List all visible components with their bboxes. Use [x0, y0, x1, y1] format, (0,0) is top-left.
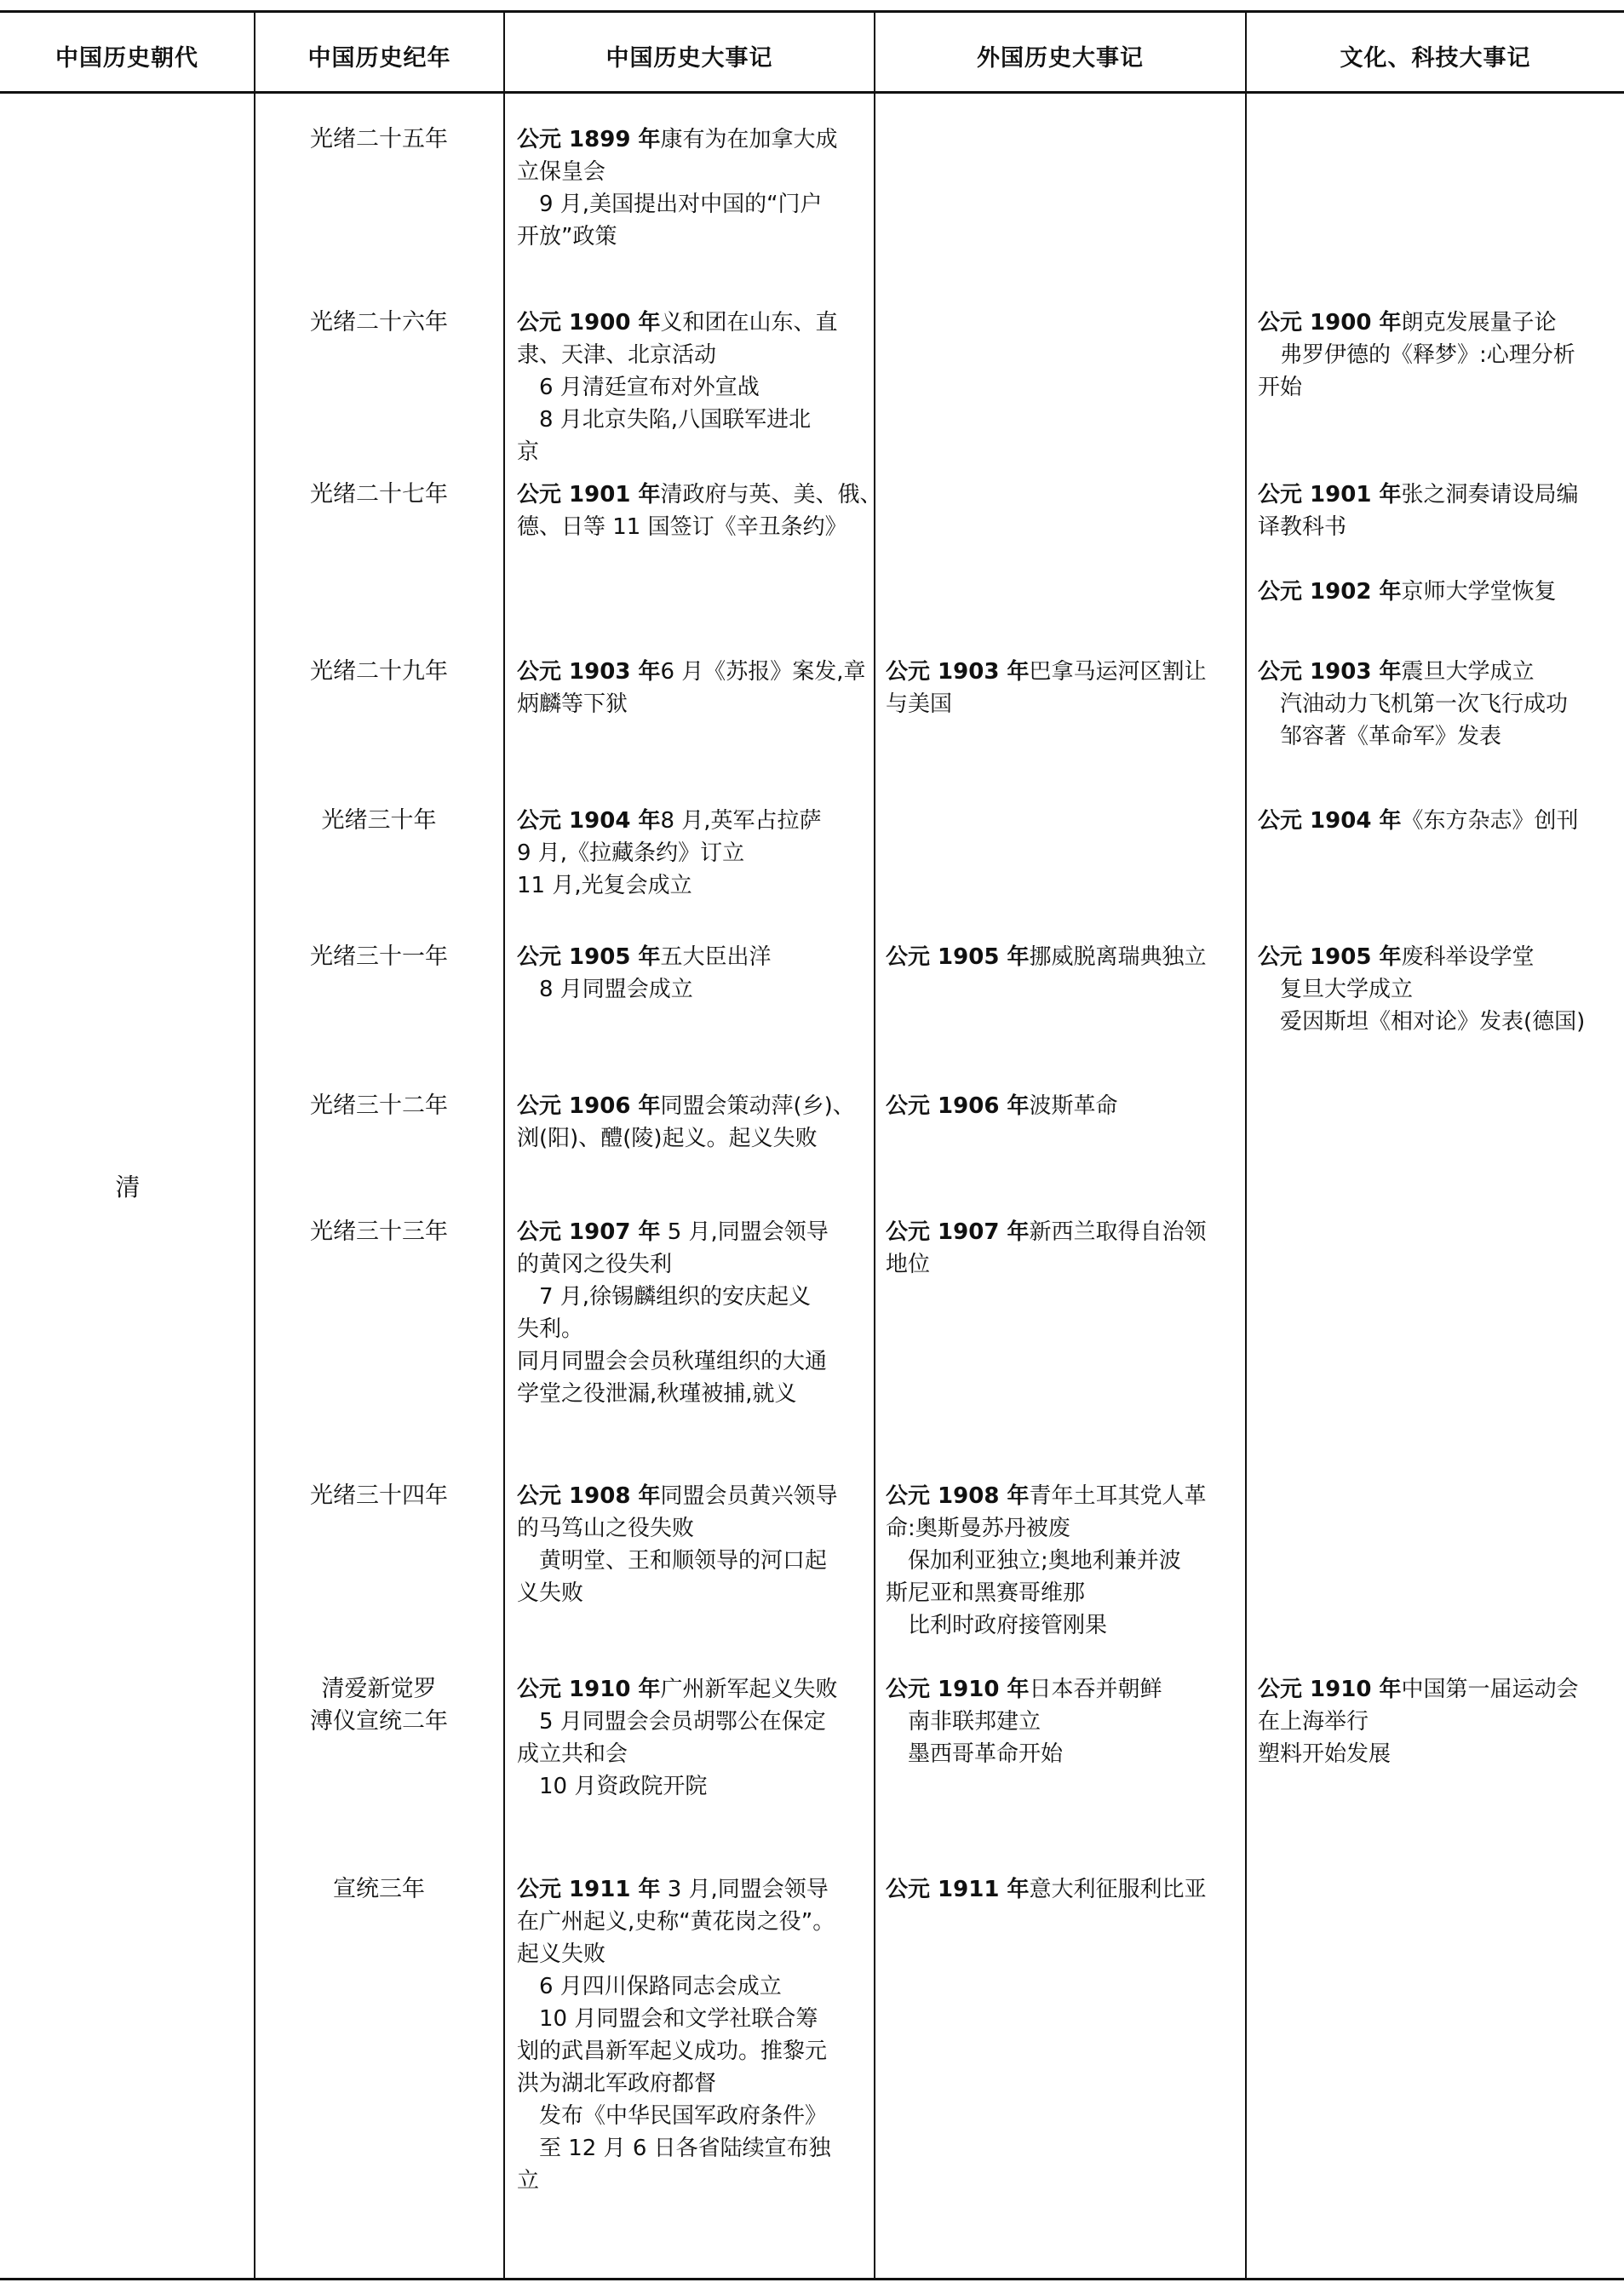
- event-line: [886, 1248, 1242, 1281]
- era-label: [255, 1873, 502, 1906]
- event-text: 10 月同盟会和文学社联合筹: [539, 2006, 818, 2032]
- year-label: 公元 1906 年: [886, 1093, 1030, 1119]
- column-divider-2: [503, 10, 505, 2280]
- header-era: 中国历史纪年: [307, 44, 451, 72]
- event-line: [517, 1545, 870, 1577]
- event-text: 朗克发展量子论: [1401, 310, 1557, 335]
- event-text: 义和团在山东、直: [660, 310, 838, 335]
- event-line: [517, 1512, 870, 1545]
- year-label: 公元 1905 年: [886, 944, 1030, 970]
- year-label: 公元 1910 年: [1258, 1677, 1402, 1702]
- event-line: [886, 1577, 1242, 1609]
- event-line: [1258, 339, 1622, 371]
- foreign-cell: [886, 1216, 1242, 1281]
- event-line: [886, 1706, 1242, 1738]
- event-text: 巴拿马运河区割让: [1029, 659, 1207, 685]
- event-text: 的马笃山之役失败: [517, 1516, 695, 1541]
- event-line: [517, 479, 882, 511]
- era-label: [255, 941, 502, 973]
- event-line: [886, 1673, 1242, 1706]
- event-text: 6 月《苏报》案发,章: [660, 659, 866, 685]
- culture-cell: [1258, 479, 1622, 608]
- event-line: [517, 1345, 870, 1378]
- year-label: 公元 1911 年: [886, 1877, 1030, 1902]
- header-rule: [0, 91, 1624, 94]
- year-label: 公元 1907 年: [517, 1219, 661, 1245]
- event-line: [517, 1313, 870, 1345]
- event-line: [517, 307, 870, 339]
- event-text: 隶、天津、北京活动: [517, 342, 717, 368]
- event-line: [886, 1090, 1242, 1122]
- era-label: [255, 307, 502, 339]
- event-text: 墨西哥革命开始: [908, 1741, 1064, 1767]
- event-text: 京: [517, 439, 540, 465]
- event-text: 在广州起义,史称“黄花岗之役”。: [517, 1909, 835, 1935]
- era-label: [255, 1216, 502, 1248]
- event-line: [1258, 511, 1622, 543]
- event-text: 同盟会员黄兴领导: [660, 1483, 838, 1509]
- event-text: 7 月,徐锡麟组织的安庆起义: [539, 1284, 812, 1310]
- event-line: [517, 1970, 870, 2003]
- event-text: 3 月,同盟会领导: [660, 1877, 829, 1902]
- era-label: [255, 1090, 502, 1122]
- header-culture-events: 文化、科技大事记: [1340, 44, 1531, 72]
- event-text: 起义失败: [517, 1941, 606, 1967]
- china-cell: [517, 307, 870, 468]
- event-line: [517, 656, 870, 688]
- event-line: [517, 1873, 870, 1906]
- culture-cell: [1258, 1673, 1622, 1770]
- year-label: 公元 1905 年: [517, 944, 661, 970]
- event-line: [1258, 543, 1622, 576]
- era-label: [255, 1673, 502, 1738]
- event-line: [1258, 805, 1622, 837]
- event-text: 6 月四川保路同志会成立: [539, 1974, 782, 1999]
- event-text: 邹容著《革命军》发表: [1280, 724, 1502, 749]
- china-cell: [517, 1873, 870, 2197]
- era-line: 光绪二十七年: [310, 481, 448, 508]
- event-line: [517, 404, 870, 436]
- event-line: [517, 1673, 870, 1706]
- event-text: 废科举设学堂: [1401, 944, 1535, 970]
- year-label: 公元 1899 年: [517, 127, 661, 152]
- year-label: 公元 1908 年: [886, 1483, 1030, 1509]
- year-label: 公元 1906 年: [517, 1093, 661, 1119]
- year-label: 公元 1907 年: [886, 1219, 1030, 1245]
- year-label: 公元 1903 年: [517, 659, 661, 685]
- culture-cell: [1258, 805, 1622, 837]
- event-line: [517, 339, 870, 371]
- event-text: 8 月同盟会成立: [539, 977, 693, 1002]
- event-text: 南非联邦建立: [908, 1709, 1042, 1735]
- event-text: 中国第一届运动会: [1401, 1677, 1579, 1702]
- event-line: [517, 688, 870, 720]
- event-text: 译教科书: [1258, 514, 1347, 540]
- year-label: 公元 1904 年: [517, 808, 661, 834]
- era-line: 光绪三十年: [321, 807, 437, 834]
- event-line: [886, 1545, 1242, 1577]
- event-line: [1258, 973, 1622, 1006]
- event-text: 比利时政府接管刚果: [908, 1613, 1108, 1638]
- event-text: 弗罗伊德的《释梦》:心理分析: [1280, 342, 1575, 368]
- event-line: [517, 221, 870, 253]
- event-text: 划的武昌新军起义成功。推黎元: [517, 2039, 828, 2064]
- culture-cell: [1258, 656, 1622, 753]
- china-cell: [517, 656, 870, 720]
- year-label: 公元 1903 年: [1258, 659, 1402, 685]
- event-line: [1258, 1006, 1622, 1038]
- event-line: [517, 869, 870, 902]
- china-cell: [517, 1480, 870, 1609]
- china-cell: [517, 1673, 870, 1803]
- column-divider-1: [254, 10, 255, 2280]
- era-label: [255, 479, 502, 511]
- event-line: [517, 1122, 870, 1155]
- era-line: 光绪三十一年: [310, 943, 448, 970]
- event-line: [1258, 479, 1622, 511]
- era-line: 光绪三十二年: [310, 1093, 448, 1119]
- culture-cell: [1258, 307, 1622, 404]
- event-text: 爱因斯坦《相对论》发表(德国): [1280, 1009, 1586, 1035]
- event-line: [517, 837, 870, 869]
- event-line: [1258, 720, 1622, 753]
- year-label: 公元 1903 年: [886, 659, 1030, 685]
- year-label: 公元 1901 年: [517, 482, 661, 508]
- event-line: [517, 123, 870, 156]
- event-line: [517, 2035, 870, 2067]
- year-label: 公元 1910 年: [886, 1677, 1030, 1702]
- event-line: [517, 1090, 870, 1122]
- event-text: 《东方杂志》创刊: [1401, 808, 1579, 834]
- header-foreign-events: 外国历史大事记: [977, 44, 1144, 72]
- event-line: [517, 2003, 870, 2035]
- event-text: 洪为湖北军政府都督: [517, 2071, 717, 2096]
- event-text: 炳麟等下狱: [517, 691, 628, 717]
- culture-cell: [1258, 941, 1622, 1038]
- era-label: [255, 656, 502, 688]
- event-line: [1258, 576, 1622, 608]
- era-line: 光绪三十四年: [310, 1482, 448, 1509]
- event-text: 广州新军起义失败: [660, 1677, 838, 1702]
- event-text: 德、日等 11 国签订《辛丑条约》: [517, 514, 847, 540]
- year-label: 公元 1908 年: [517, 1483, 661, 1509]
- event-text: 清政府与英、美、俄、: [660, 482, 882, 508]
- event-line: [886, 1738, 1242, 1770]
- china-cell: [517, 805, 870, 902]
- event-text: 波斯革命: [1029, 1093, 1118, 1119]
- event-text: 地位: [886, 1252, 931, 1277]
- era-line: 光绪二十九年: [310, 658, 448, 685]
- event-text: 立: [517, 2168, 540, 2194]
- event-text: 同盟会策动萍(乡)、: [660, 1093, 855, 1119]
- event-text: 在上海举行: [1258, 1709, 1369, 1735]
- event-line: [517, 1938, 870, 1970]
- event-line: [517, 1906, 870, 1938]
- event-text: 学堂之役泄漏,秋瑾被捕,就义: [517, 1381, 797, 1407]
- event-text: 开放”政策: [517, 224, 617, 249]
- year-label: 公元 1905 年: [1258, 944, 1402, 970]
- event-line: [1258, 1738, 1622, 1770]
- event-text: 失利。: [517, 1316, 584, 1342]
- event-text: 五大臣出洋: [660, 944, 772, 970]
- event-line: [517, 2067, 870, 2100]
- year-label: 公元 1901 年: [1258, 482, 1402, 508]
- era-label: [255, 123, 502, 156]
- era-label: [255, 1480, 502, 1512]
- event-line: [1258, 656, 1622, 688]
- event-text: 的黄冈之役失利: [517, 1252, 673, 1277]
- event-line: [517, 2132, 870, 2165]
- event-text: 康有为在加拿大成: [660, 127, 838, 152]
- event-line: [517, 436, 870, 468]
- event-line: [517, 1248, 870, 1281]
- column-divider-3: [874, 10, 875, 2280]
- year-label: 公元 1900 年: [517, 310, 661, 335]
- bottom-rule: [0, 2278, 1624, 2280]
- event-text: 9 月,《拉藏条约》订立: [517, 840, 745, 866]
- event-line: [1258, 1673, 1622, 1706]
- event-text: 黄明堂、王和顺领导的河口起: [539, 1548, 828, 1574]
- event-text: 至 12 月 6 日各省陆续宣布独: [539, 2136, 831, 2161]
- dynasty-label: 清: [115, 1173, 141, 1201]
- event-line: [517, 511, 870, 543]
- event-text: 意大利征服利比亚: [1029, 1877, 1207, 1902]
- era-line: 清爱新觉罗: [321, 1676, 437, 1702]
- event-text: 11 月,光复会成立: [517, 873, 692, 898]
- foreign-cell: [886, 656, 1242, 720]
- event-text: 日本吞并朝鲜: [1029, 1677, 1162, 1702]
- china-cell: [517, 1216, 870, 1410]
- event-text: 命:奥斯曼苏丹被废: [886, 1516, 1070, 1541]
- event-text: 成立共和会: [517, 1741, 628, 1767]
- event-text: 浏(阳)、醴(陵)起义。起义失败: [517, 1126, 818, 1151]
- event-line: [1258, 688, 1622, 720]
- foreign-cell: [886, 1090, 1242, 1122]
- event-text: 8 月北京失陷,八国联军进北: [539, 407, 812, 433]
- year-label: 公元 1911 年: [517, 1877, 661, 1902]
- event-line: [517, 371, 870, 404]
- event-line: [886, 1512, 1242, 1545]
- event-text: 挪威脱离瑞典独立: [1029, 944, 1207, 970]
- china-cell: [517, 941, 870, 1006]
- event-text: [1258, 547, 1265, 572]
- era-line: 宣统三年: [333, 1876, 425, 1902]
- event-text: 震旦大学成立: [1401, 659, 1535, 685]
- event-line: [1258, 371, 1622, 404]
- event-line: [1258, 1706, 1622, 1738]
- event-text: 青年土耳其党人革: [1029, 1483, 1207, 1509]
- event-text: 新西兰取得自治领: [1029, 1219, 1207, 1245]
- event-text: 发布《中华民国军政府条件》: [539, 2103, 828, 2129]
- event-line: [517, 1706, 870, 1738]
- event-line: [517, 1577, 870, 1609]
- year-label: 公元 1910 年: [517, 1677, 661, 1702]
- event-line: [886, 688, 1242, 720]
- header-dynasty: 中国历史朝代: [55, 44, 198, 72]
- event-line: [886, 1216, 1242, 1248]
- event-text: 京师大学堂恢复: [1401, 579, 1557, 605]
- event-line: [517, 156, 870, 188]
- event-text: 5 月,同盟会领导: [660, 1219, 829, 1245]
- era-line: 溥仪宣统二年: [310, 1708, 448, 1735]
- event-text: 斯尼亚和黑赛哥维那: [886, 1580, 1086, 1606]
- era-line: 光绪二十五年: [310, 126, 448, 152]
- event-text: 张之洞奏请设局编: [1401, 482, 1579, 508]
- column-divider-4: [1245, 10, 1247, 2280]
- event-text: 5 月同盟会会员胡鄂公在保定: [539, 1709, 826, 1735]
- event-line: [886, 1873, 1242, 1906]
- china-cell: [517, 479, 882, 543]
- event-text: 10 月资政院开院: [539, 1774, 708, 1799]
- event-text: 9 月,美国提出对中国的“门户: [539, 192, 823, 217]
- event-text: 复旦大学成立: [1280, 977, 1414, 1002]
- top-rule: [0, 10, 1624, 13]
- event-text: 与美国: [886, 691, 953, 717]
- event-line: [517, 1378, 870, 1410]
- event-text: 义失败: [517, 1580, 584, 1606]
- foreign-cell: [886, 941, 1242, 973]
- event-line: [517, 2165, 870, 2197]
- event-line: [517, 805, 870, 837]
- event-text: 塑料开始发展: [1258, 1741, 1392, 1767]
- event-line: [1258, 941, 1622, 973]
- event-text: 8 月,英军占拉萨: [660, 808, 822, 834]
- event-line: [886, 656, 1242, 688]
- era-line: 光绪二十六年: [310, 309, 448, 335]
- event-line: [886, 941, 1242, 973]
- event-line: [517, 1738, 870, 1770]
- year-label: 公元 1904 年: [1258, 808, 1402, 834]
- era-line: 光绪三十三年: [310, 1219, 448, 1245]
- event-text: 开始: [1258, 375, 1303, 400]
- foreign-cell: [886, 1480, 1242, 1642]
- header-china-events: 中国历史大事记: [605, 44, 773, 72]
- china-cell: [517, 1090, 870, 1155]
- event-line: [886, 1609, 1242, 1642]
- foreign-cell: [886, 1673, 1242, 1770]
- event-text: 保加利亚独立;奥地利兼并波: [908, 1548, 1181, 1574]
- event-text: 同月同盟会会员秋瑾组织的大通: [517, 1349, 828, 1374]
- event-line: [886, 1480, 1242, 1512]
- year-label: 公元 1900 年: [1258, 310, 1402, 335]
- year-label: 公元 1902 年: [1258, 579, 1402, 605]
- event-line: [517, 1281, 870, 1313]
- event-text: 汽油动力飞机第一次飞行成功: [1280, 691, 1569, 717]
- event-line: [517, 1480, 870, 1512]
- event-line: [517, 941, 870, 973]
- event-line: [1258, 307, 1622, 339]
- event-line: [517, 1216, 870, 1248]
- event-text: 6 月清廷宣布对外宣战: [539, 375, 760, 400]
- china-cell: [517, 123, 870, 253]
- event-line: [517, 1770, 870, 1803]
- event-line: [517, 973, 870, 1006]
- event-text: 立保皇会: [517, 159, 606, 185]
- event-line: [517, 188, 870, 221]
- foreign-cell: [886, 1873, 1242, 1906]
- event-line: [517, 2100, 870, 2132]
- era-label: [255, 805, 502, 837]
